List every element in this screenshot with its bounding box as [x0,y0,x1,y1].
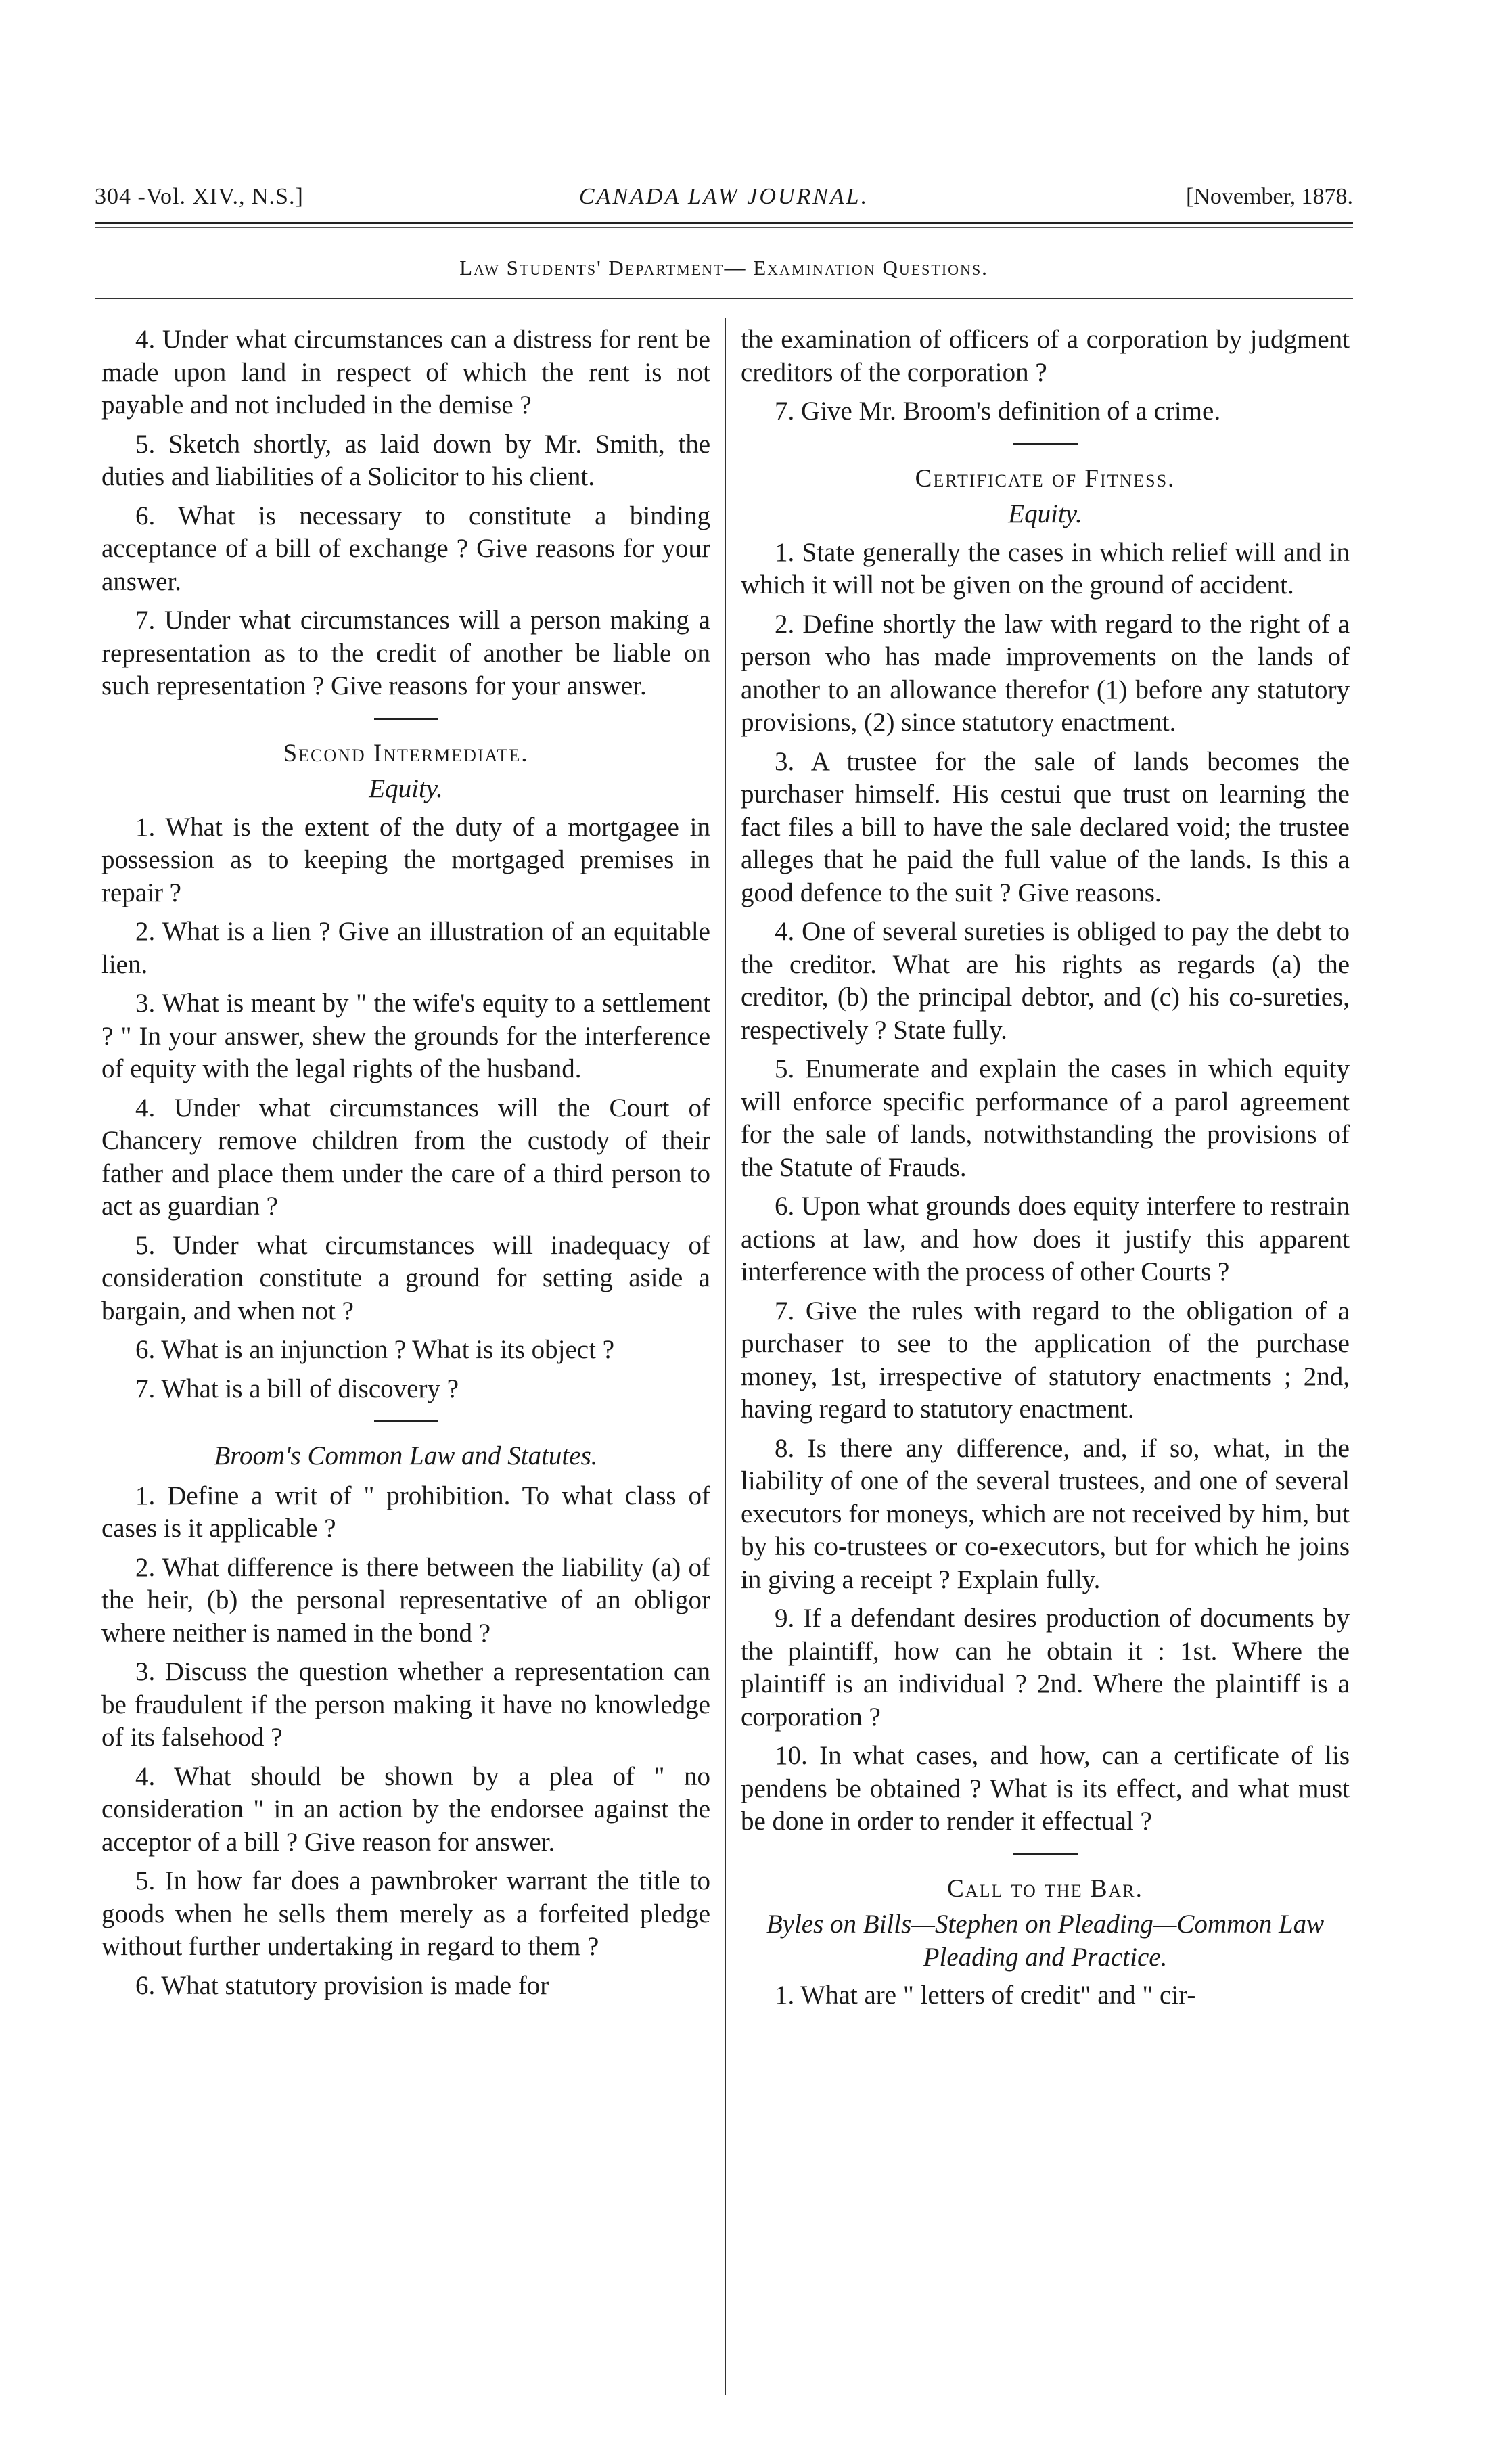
header-rule [95,222,1353,224]
question: 6. What is an injunction ? What is its object ? [135,1335,614,1364]
section-heading: Call to the Bar. [947,1874,1143,1903]
question: 1. State generally the cases in which relief will and in which it will not be given on the ground of accident. [741,537,1350,600]
question-continuation: the examination of officers of a corporation by judgment creditors of the corporation ? [741,325,1350,387]
section-separator [374,1420,438,1422]
question: 2. Define shortly the law with regard to the right of a person who has made improvements on the lands of another to an allowance therefor (1) before any statutory provisions, (2) since statutory enactment. [741,609,1350,737]
question: 6. What is necessary to constitute a binding acceptance of a bill of exchange ? Give reasons for your answer. [101,501,710,596]
question: 3. What is meant by " the wife's equity to a settlement ? " In your answer, shew the grounds for the interference of equity with the legal rights of the husband. [101,989,710,1083]
section-subheading: Byles on Bills—Stephen on Pleading—Common Law Pleading and Practice. [766,1910,1325,1972]
header-rule-thin [95,227,1353,228]
question: 7. Under what circumstances will a person making a representation as to the credit of another be liable on such representation ? Give reasons for your answer. [101,606,710,700]
department-heading: Law Students' Department— Examination Questions. [459,256,988,279]
question: 7. Give Mr. Broom's definition of a crime. [775,397,1221,426]
question: 2. What difference is there between the liability (a) of the heir, (b) the personal representative of an obligor where neither is named in the bond ? [101,1552,710,1648]
question: 7. What is a bill of discovery ? [135,1374,459,1403]
question: 1. Define a writ of " prohibition. To what class of cases is it applicable ? [101,1481,710,1543]
left-column [101,323,710,2008]
section-heading: Broom's Common Law and Statutes. [214,1441,598,1470]
right-column [741,323,1350,2018]
question: 8. Is there any difference, and, if so, what, in the liability of one of the several trustees, and one of several executors for moneys, which are not received by him, but by his co-trustees or co-executors, but for which he joins in giving a receipt ? Explain fully. [741,1433,1350,1594]
question: 5. Sketch shortly, as laid down by Mr. Smith, the duties and liabilities of a Solicitor to his client. [101,429,710,491]
section-heading: Certificate of Fitness. [915,464,1176,493]
question: 5. Under what circumstances will inadequacy of consideration constitute a ground for setting aside a bargain, and when not ? [101,1230,710,1326]
question: 4. Under what circumstances will the Court of Chancery remove children from the custody of their father and place them under the care of a third person to act as guardian ? [101,1093,710,1221]
volume-info: 304 -Vol. XIV., N.S.] [95,184,304,209]
question: 6. Upon what grounds does equity interfere to restrain actions at law, and how does it justify this apparent interference with the process of other Courts ? [741,1192,1350,1286]
section-subheading: Equity. [1008,499,1082,528]
running-header [95,184,1353,225]
question: 3. Discuss the question whether a representation can be fraudulent if the person making it have no knowledge of its falsehood ? [101,1657,710,1752]
question: 1. What is the extent of the duty of a mortgagee in possession as to keeping the mortgaged premises in repair ? [101,812,710,907]
section-heading: Second Intermediate. [283,739,529,767]
question: 9. If a defendant desires production of documents by the plaintiff, how can he obtain it : 1st. Where the plaintiff is an individual ? 2nd. Where the plaintiff is a corporation ? [741,1604,1350,1732]
question: 4. What should be shown by a plea of " no consideration " in an action by the endorsee against the acceptor of a bill ? Give reason for answer. [101,1761,710,1857]
question: 7. Give the rules with regard to the obligation of a purchaser to see to the application of the purchase money, 1st, irrespective of statutory enactments ; 2nd, having regard to statutory enactment. [741,1296,1350,1424]
question: 4. Under what circumstances can a distress for rent be made upon land in respect of which the rent is not payable and not included in the demise ? [101,325,710,420]
question: 6. What statutory provision is made for [135,1970,549,2000]
question: 3. A trustee for the sale of lands becomes the purchaser himself. His cestui que trust on learning the fact files a bill to have the sale declared void; the trustee alleges that he paid the full value of the lands. Is this a good defence to the suit ? Give reasons. [741,746,1350,907]
section-separator [374,718,438,720]
section-rule [95,298,1353,299]
journal-title: CANADA LAW JOURNAL. [578,184,869,209]
section-subheading: Equity. [369,774,443,803]
question: 10. In what cases, and how, can a certificate of lis pendens be obtained ? What is its effect, and what must be done in order to render it effectual ? [741,1741,1350,1836]
issue-date: [November, 1878. [1186,184,1353,209]
question: 4. One of several sureties is obliged to pay the debt to the creditor. What are his rights as regards (a) the creditor, (b) the principal debtor, and (c) his co-sureties, respectively ? State fully. [741,917,1350,1045]
question: 5. Enumerate and explain the cases in which equity will enforce specific performance of a parol agreement for the sale of lands, notwithstanding the provisions of the Statute of Frauds. [741,1054,1350,1182]
question: 2. What is a lien ? Give an illustration of an equitable lien. [101,917,710,979]
question: 1. What are " letters of credit" and " cir- [775,1981,1196,2010]
column-divider [725,318,726,2395]
question: 5. In how far does a pawnbroker warrant the title to goods when he sells them merely as a forfeited pledge without further undertaking in regard to them ? [101,1866,710,1961]
section-separator [1013,1853,1078,1855]
section-separator [1013,443,1078,445]
